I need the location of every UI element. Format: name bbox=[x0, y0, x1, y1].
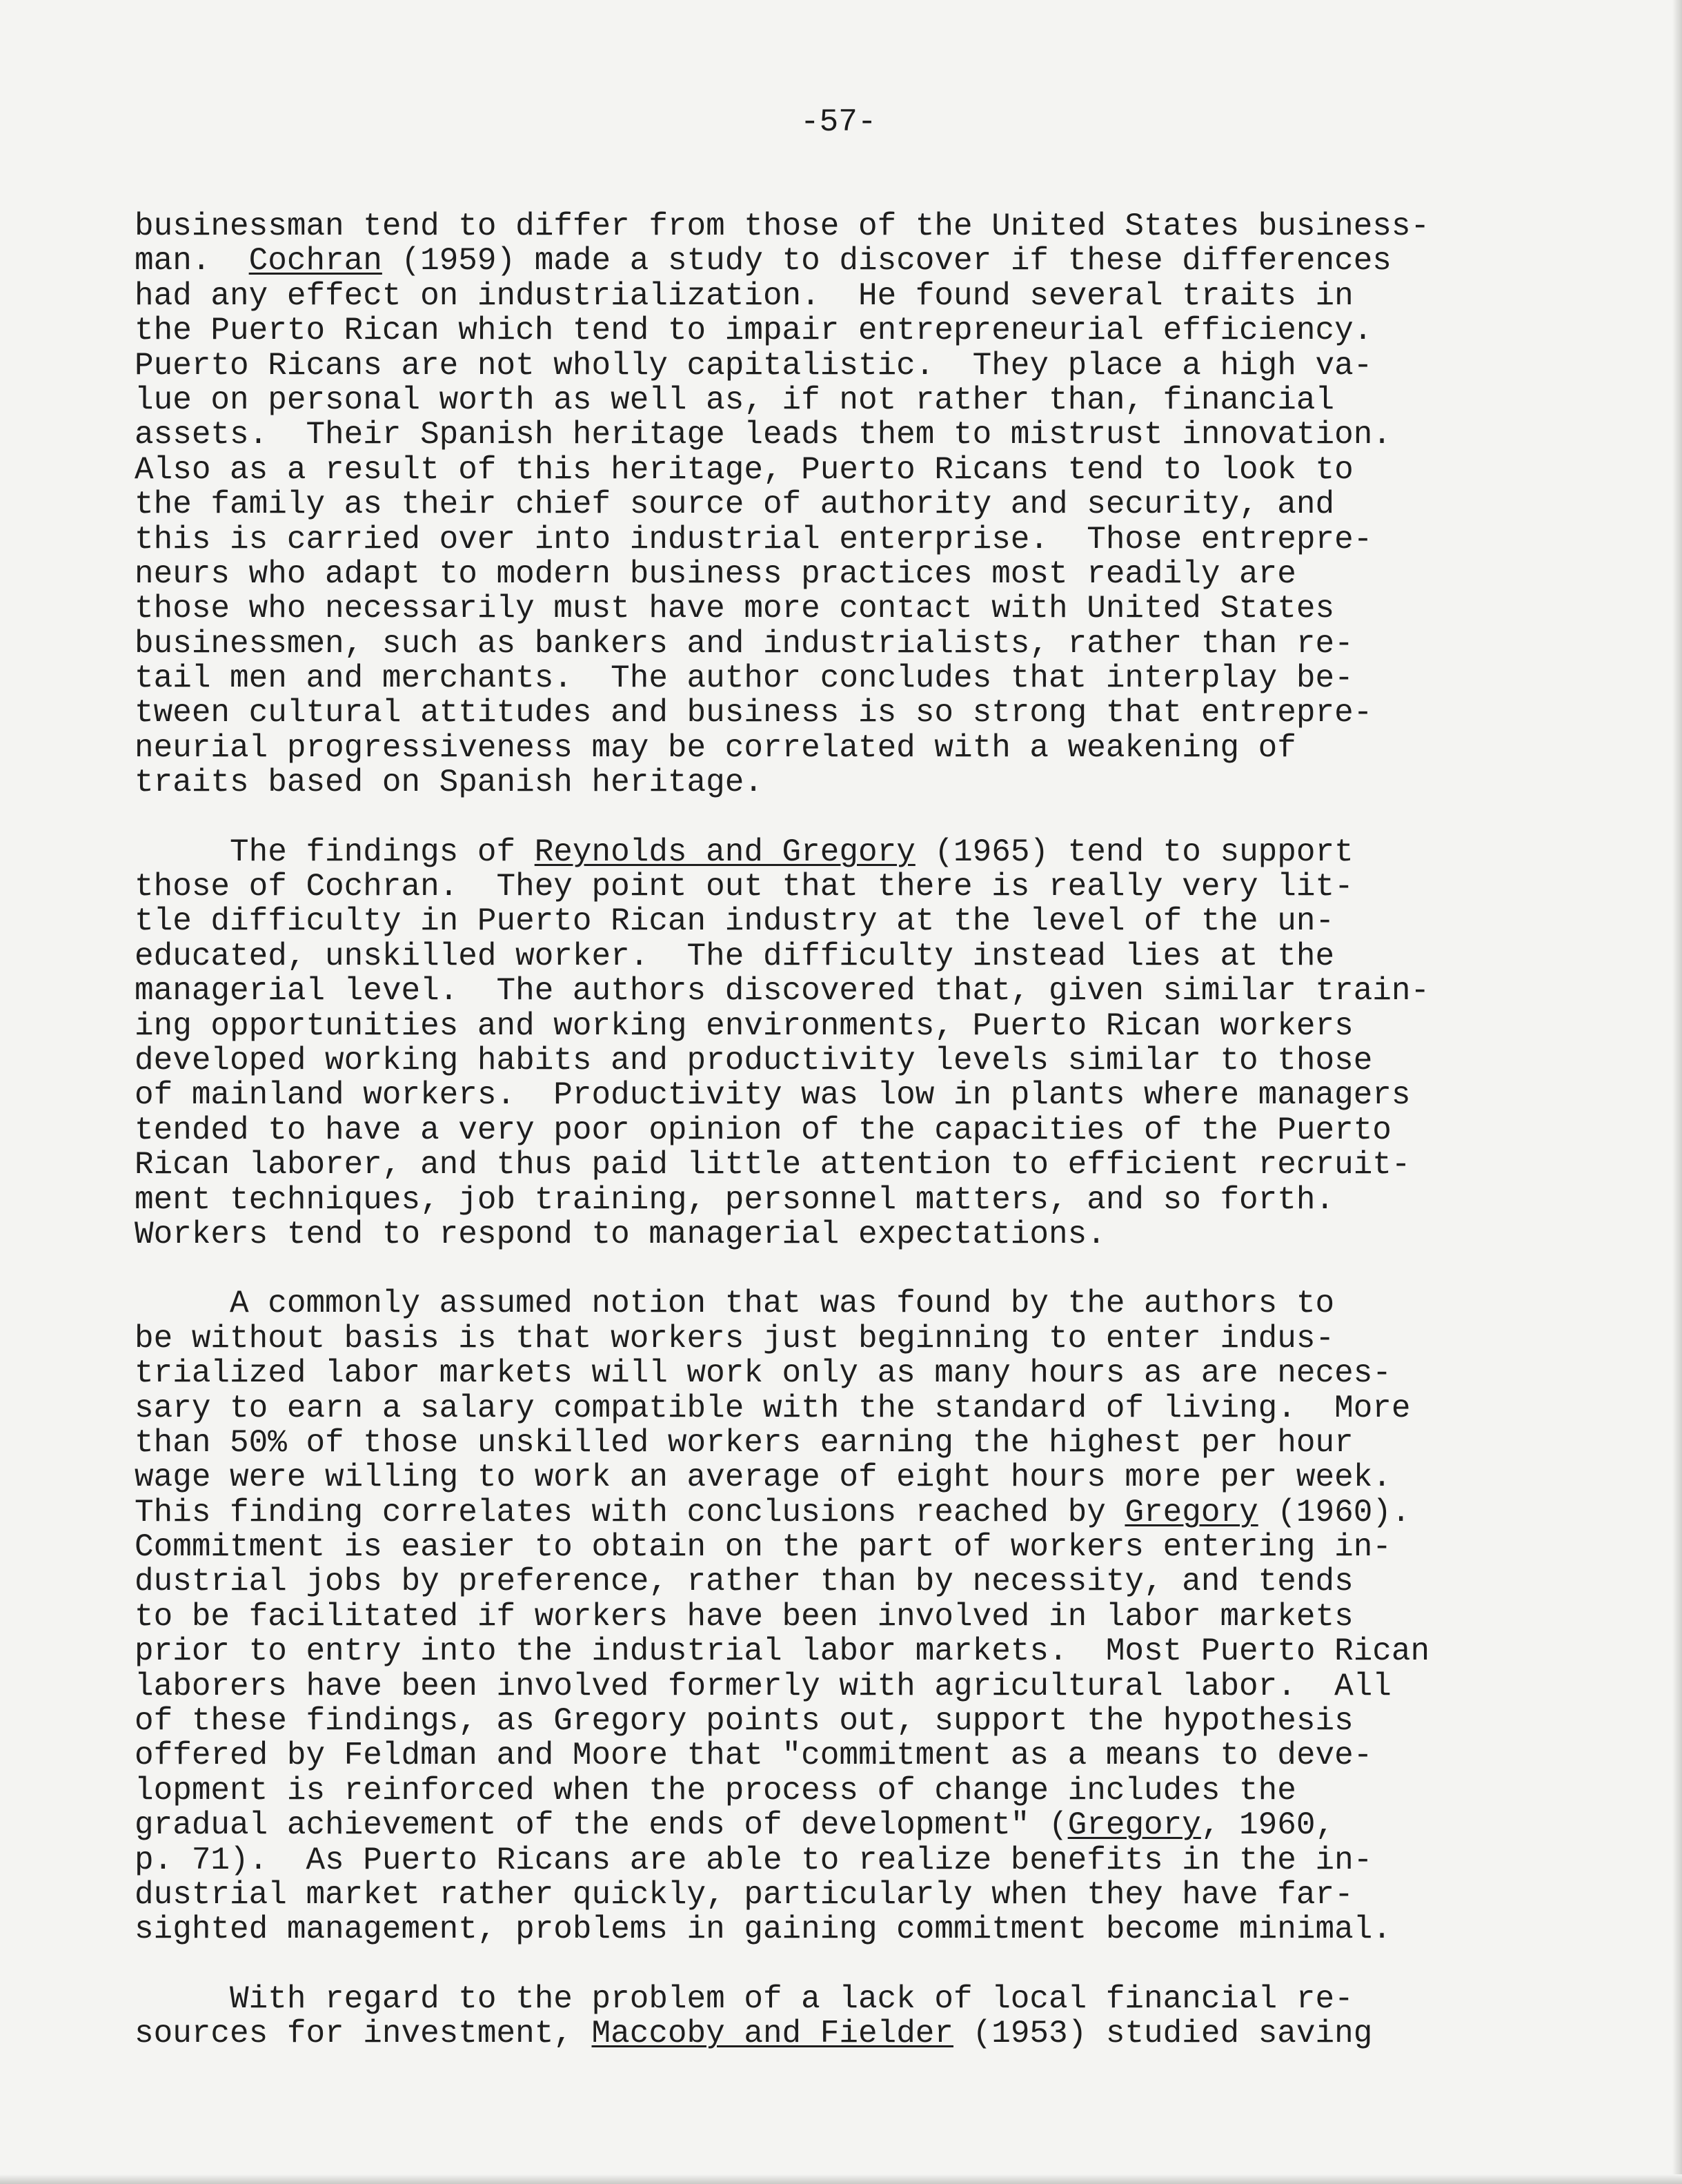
text-segment: dustrial jobs by preference, rather than by necessity, and tends bbox=[135, 1564, 1354, 1600]
text-line bbox=[135, 974, 1549, 1008]
text-segment: With regard to the problem of a lack of local financial re- bbox=[135, 1980, 1354, 2017]
text-segment: (1959) made a study to discover if these differences bbox=[382, 243, 1392, 279]
text-line bbox=[135, 209, 1549, 244]
text-line bbox=[135, 1530, 1549, 1564]
citation-author: Reynolds and Gregory bbox=[534, 834, 916, 870]
text-segment: A commonly assumed notion that was found by the authors to bbox=[135, 1286, 1335, 1322]
text-line bbox=[135, 696, 1549, 730]
text-segment: prior to entry into the industrial labor markets. Most Puerto Rican bbox=[135, 1633, 1430, 1670]
text-line bbox=[135, 661, 1549, 696]
text-segment: than 50% of those unskilled workers earning the highest per hour bbox=[135, 1424, 1354, 1461]
text-segment: tle difficulty in Puerto Rican industry at the level of the un- bbox=[135, 903, 1335, 940]
paragraph bbox=[135, 835, 1549, 1252]
page-edge-shadow-bottom bbox=[0, 2174, 1682, 2184]
text-line bbox=[135, 1495, 1549, 1530]
text-segment: lue on personal worth as well as, if not rather than, financial bbox=[135, 382, 1335, 418]
text-line bbox=[135, 244, 1549, 278]
text-segment: p. 71). As Puerto Ricans are able to realize benefits in the in- bbox=[135, 1842, 1373, 1878]
text-line bbox=[135, 1321, 1549, 1356]
text-line bbox=[135, 1356, 1549, 1390]
text-segment: assets. Their Spanish heritage leads them to mistrust innovation. bbox=[135, 417, 1392, 453]
text-segment: man. bbox=[135, 243, 249, 279]
text-line bbox=[135, 1009, 1549, 1043]
citation-author: Gregory bbox=[1067, 1807, 1201, 1844]
text-line bbox=[135, 904, 1549, 938]
text-line bbox=[135, 1426, 1549, 1460]
text-segment: this is carried over into industrial enterprise. Those entrepre- bbox=[135, 521, 1373, 558]
text-line bbox=[135, 1704, 1549, 1738]
text-segment: lopment is reinforced when the process of change includes the bbox=[135, 1772, 1296, 1809]
text-segment: Workers tend to respond to managerial expectations. bbox=[135, 1216, 1106, 1252]
text-segment: dustrial market rather quickly, particularly when they have far- bbox=[135, 1876, 1354, 1913]
text-segment: The findings of bbox=[135, 834, 535, 870]
text-segment: sary to earn a salary compatible with the standard of living. More bbox=[135, 1390, 1411, 1426]
text-line bbox=[135, 1286, 1549, 1321]
text-segment: the family as their chief source of authority and security, and bbox=[135, 486, 1335, 523]
text-segment: tween cultural attitudes and business is so strong that entrepre- bbox=[135, 695, 1373, 731]
text-line bbox=[135, 522, 1549, 557]
text-segment: Also as a result of this heritage, Puerto Ricans tend to look to bbox=[135, 451, 1354, 488]
text-segment: tail men and merchants. The author concludes that interplay be- bbox=[135, 660, 1354, 697]
text-segment: businessman tend to differ from those of the United States business- bbox=[135, 208, 1430, 244]
text-line bbox=[135, 835, 1549, 869]
text-line bbox=[135, 1148, 1549, 1182]
paragraph bbox=[135, 1982, 1549, 2052]
text-line bbox=[135, 1738, 1549, 1773]
text-segment: ing opportunities and working environments, Puerto Rican workers bbox=[135, 1007, 1354, 1044]
text-line bbox=[135, 348, 1549, 383]
text-segment: developed working habits and productivity levels similar to those bbox=[135, 1042, 1373, 1079]
text-segment: ment techniques, job training, personnel matters, and so forth. bbox=[135, 1181, 1335, 1218]
text-line bbox=[135, 1912, 1549, 1947]
text-segment: offered by Feldman and Moore that "commitment as a means to deve- bbox=[135, 1738, 1373, 1774]
text-line bbox=[135, 1600, 1549, 1634]
text-segment: to be facilitated if workers have been involved in labor markets bbox=[135, 1598, 1354, 1635]
text-line bbox=[135, 1460, 1549, 1495]
text-line bbox=[135, 1183, 1549, 1217]
text-line bbox=[135, 1843, 1549, 1878]
page-number: -57- bbox=[800, 104, 877, 140]
paragraph bbox=[135, 1286, 1549, 1947]
text-segment: trialized labor markets will work only as many hours as are neces- bbox=[135, 1355, 1392, 1392]
text-segment: tended to have a very poor opinion of the capacities of the Puerto bbox=[135, 1112, 1392, 1148]
text-segment: of these findings, as Gregory points out, support the hypothesis bbox=[135, 1703, 1354, 1740]
text-line bbox=[135, 1217, 1549, 1252]
text-line bbox=[135, 1113, 1549, 1148]
text-line bbox=[135, 453, 1549, 487]
text-segment: laborers have been involved formerly with agricultural labor. All bbox=[135, 1668, 1392, 1704]
text-segment: those who necessarily must have more contact with United States bbox=[135, 591, 1335, 627]
text-line bbox=[135, 313, 1549, 348]
text-segment: managerial level. The authors discovered that, given similar train- bbox=[135, 973, 1430, 1010]
text-line bbox=[135, 1982, 1549, 2016]
text-line bbox=[135, 765, 1549, 800]
body-text bbox=[135, 209, 1549, 2086]
text-line bbox=[135, 1878, 1549, 1912]
text-line bbox=[135, 1669, 1549, 1704]
text-segment: (1953) studied saving bbox=[953, 2016, 1373, 2052]
text-line bbox=[135, 591, 1549, 626]
text-segment: (1965) tend to support bbox=[915, 834, 1354, 870]
text-segment: Puerto Ricans are not wholly capitalistic. They place a high va- bbox=[135, 347, 1373, 384]
citation-author: Gregory bbox=[1125, 1494, 1258, 1531]
text-segment: wage were willing to work an average of eight hours more per week. bbox=[135, 1459, 1392, 1496]
text-line bbox=[135, 731, 1549, 765]
text-segment: gradual achievement of the ends of development" ( bbox=[135, 1807, 1068, 1844]
text-line bbox=[135, 1773, 1549, 1808]
citation-author: Cochran bbox=[248, 243, 382, 279]
text-line bbox=[135, 627, 1549, 661]
citation-author: Maccoby and Fielder bbox=[591, 2016, 954, 2052]
text-segment: educated, unskilled worker. The difficulty instead lies at the bbox=[135, 938, 1335, 974]
text-segment: the Puerto Rican which tend to impair entrepreneurial efficiency. bbox=[135, 313, 1373, 349]
text-line bbox=[135, 869, 1549, 904]
text-segment: neurs who adapt to modern business practices most readily are bbox=[135, 555, 1296, 592]
text-segment: This finding correlates with conclusions reached by bbox=[135, 1494, 1125, 1531]
text-segment: sighted management, problems in gaining commitment become minimal. bbox=[135, 1911, 1392, 1948]
text-segment: , 1960, bbox=[1200, 1807, 1335, 1844]
text-segment: be without basis is that workers just beginning to enter indus- bbox=[135, 1320, 1335, 1357]
page-edge-shadow-right bbox=[1672, 0, 1682, 2184]
text-line bbox=[135, 417, 1549, 452]
text-line bbox=[135, 487, 1549, 522]
text-segment: Commitment is easier to obtain on the part of workers entering in- bbox=[135, 1529, 1392, 1566]
text-line bbox=[135, 939, 1549, 974]
text-line bbox=[135, 1078, 1549, 1112]
text-line bbox=[135, 383, 1549, 417]
text-line bbox=[135, 1043, 1549, 1078]
text-segment: had any effect on industrialization. He found several traits in bbox=[135, 277, 1354, 314]
text-line bbox=[135, 1808, 1549, 1842]
text-line bbox=[135, 279, 1549, 313]
text-segment: neurial progressiveness may be correlated with a weakening of bbox=[135, 729, 1296, 766]
text-segment: those of Cochran. They point out that there is really very lit- bbox=[135, 869, 1354, 905]
text-line bbox=[135, 1634, 1549, 1669]
text-segment: of mainland workers. Productivity was low in plants where managers bbox=[135, 1077, 1411, 1114]
text-segment: Rican laborer, and thus paid little attention to efficient recruit- bbox=[135, 1147, 1411, 1183]
text-line bbox=[135, 1564, 1549, 1599]
paragraph bbox=[135, 209, 1549, 800]
text-segment: traits based on Spanish heritage. bbox=[135, 765, 763, 801]
text-segment: sources for investment, bbox=[135, 2016, 592, 2052]
text-line bbox=[135, 2016, 1549, 2051]
text-line bbox=[135, 557, 1549, 591]
text-segment: (1960). bbox=[1258, 1494, 1411, 1531]
text-line bbox=[135, 1391, 1549, 1426]
text-segment: businessmen, such as bankers and industrialists, rather than re- bbox=[135, 625, 1354, 662]
